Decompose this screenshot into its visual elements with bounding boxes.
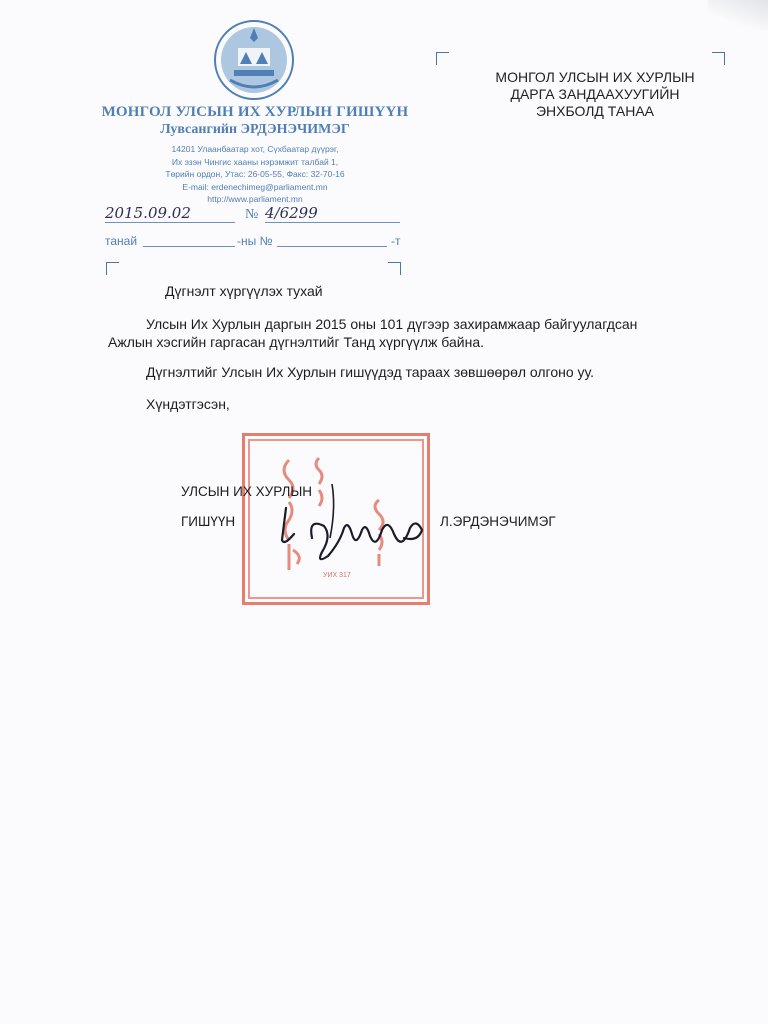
stamp-code: УИХ 317 [323, 572, 351, 579]
letter-date: 2015.09.02 [105, 204, 235, 223]
corner-mark [388, 262, 401, 275]
reference-tanai-label: танай [105, 234, 138, 248]
paragraph-1-line-2: Ажлын хэсгийн гаргасан дүгнэлтийг Танд хүргүүлж байна. [108, 334, 485, 350]
address-line: Их эзэн Чингис хааны нэрэмжит талбай 1, [171, 156, 339, 167]
state-emblem-icon [212, 18, 296, 102]
signatory-title-1: УЛСЫН ИХ ХУРЛЫН [181, 484, 313, 499]
paragraph-1-line-1: Улсын Их Хурлын даргын 2015 оны 101 дүгээр захирамжаар байгуулагдсан [146, 316, 638, 332]
paragraph-2: Дүгнэлтийг Улсын Их Хурлын гишүүдэд тараах зөвшөөрөл олгоно уу. [146, 364, 595, 380]
reference-number-blank [277, 232, 387, 247]
signatory-title-2: ГИШҮҮН [181, 514, 236, 529]
reference-row [105, 232, 405, 252]
letterhead-contacts [110, 143, 400, 206]
email-line: E-mail: erdenechimeg@parliament.mn [182, 181, 328, 192]
addressee-block [450, 69, 740, 120]
closing-line: Хүндэтгэсэн, [146, 396, 230, 412]
number-label: № [245, 207, 259, 222]
letter-number: 4/6299 [265, 204, 400, 223]
date-number-row [105, 204, 405, 226]
addressee-line: МОНГОЛ УЛСЫН ИХ ХУРЛЫН [495, 69, 695, 85]
address-line: 14201 Улаанбаатар хот, Сүхбаатар дүүрэг, [171, 144, 339, 154]
subject-line: Дүгнэлт хүргүүлэх тухай [165, 283, 323, 299]
reference-nyi-label: -ны № [237, 234, 273, 248]
website-line: http://www.parliament.mn [207, 194, 303, 204]
letterhead-member: Лувсангийн ЭРДЭНЭЧИМЭГ [160, 122, 350, 137]
reference-t-label: -т [391, 234, 401, 248]
corner-mark [436, 52, 449, 65]
corner-mark [712, 52, 725, 65]
signatory-name: Л.ЭРДЭНЭЧИМЭГ [440, 514, 556, 529]
letterhead-org: МОНГОЛ УЛСЫН ИХ ХУРЛЫН ГИШҮҮН [101, 104, 409, 120]
reference-date-blank [143, 232, 235, 247]
page-fold [708, 0, 768, 30]
address-line: Төрийн ордон, Утас: 26-05-55, Факс: 32-70-16 [165, 169, 345, 179]
corner-mark [106, 262, 119, 275]
addressee-line: ЭНХБОЛД ТАНАА [535, 103, 655, 119]
handwritten-signature-icon [272, 478, 442, 578]
addressee-line: ДАРГА ЗАНДААХУУГИЙН [510, 86, 680, 102]
